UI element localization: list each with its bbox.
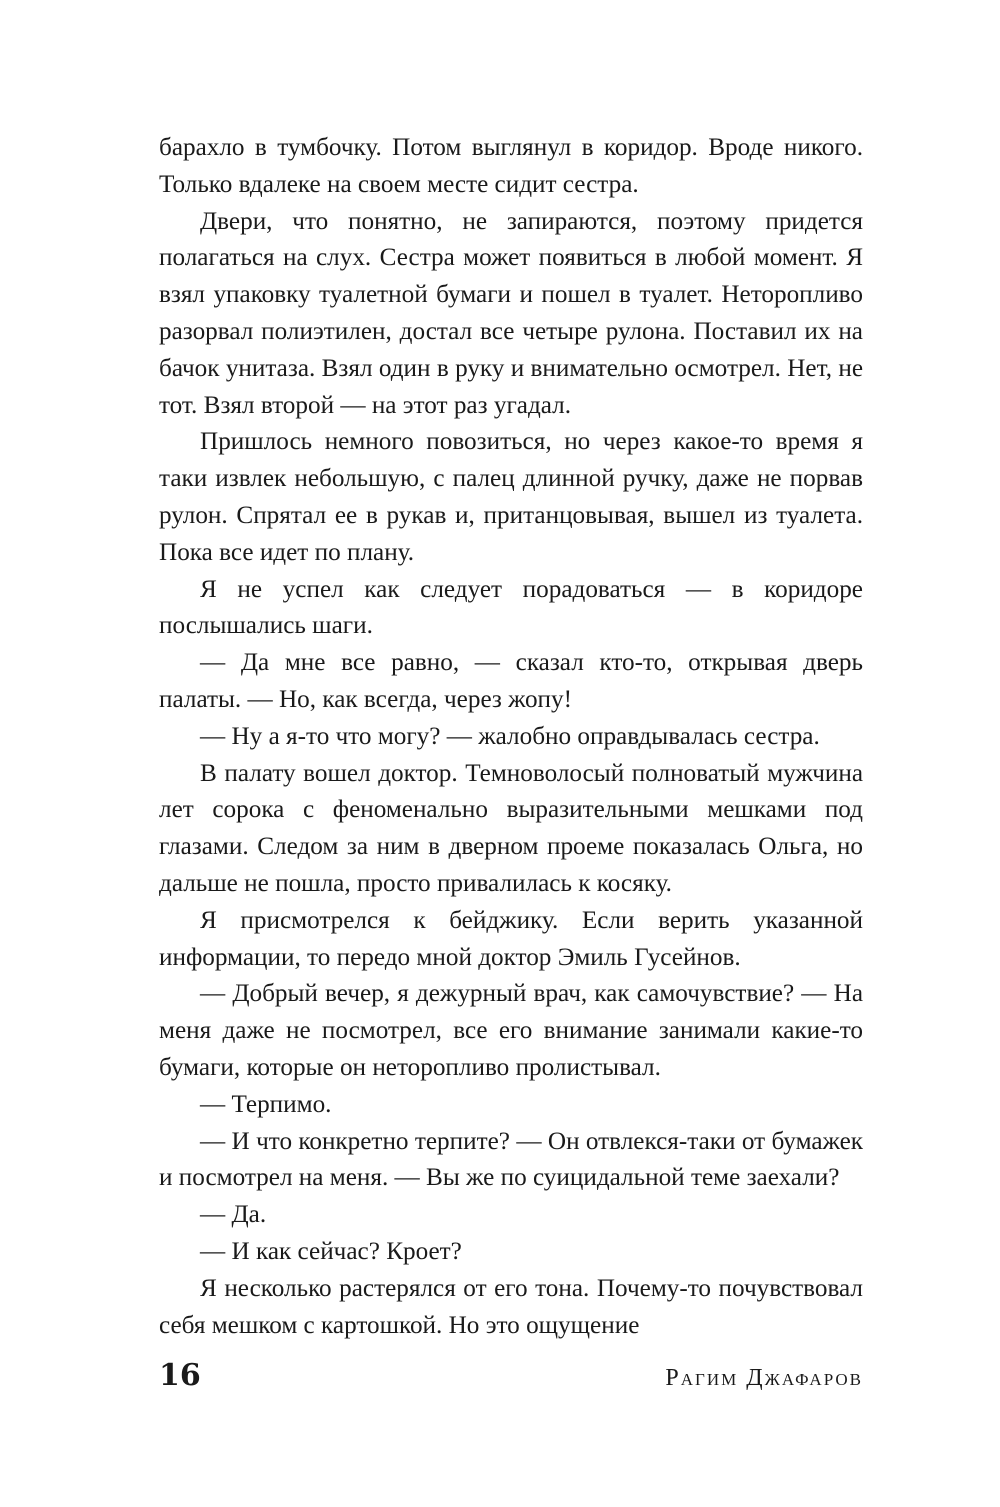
paragraph-12: — Да.	[200, 1201, 267, 1229]
paragraph-9: — Добрый вечер, я дежурный врач, как самочувствие? — На меня даже не посмотрел, все его внимание занимали какие-то бумаги, которые он неторопливо пролистывал.	[159, 980, 863, 1081]
paragraph-14: Я несколько растерялся от его тона. Почему-то почувствовал себя мешком с картошкой. Но это ощущение	[159, 1274, 863, 1339]
paragraph-2: Двери, что понятно, не запираются, поэтому придется полагаться на слух. Сестра может появиться в любой момент. Я взял упаковку туалетной бумаги и пошел в туалет. Неторопливо разорвал полиэтилен, достал все четыре рулона. Поставил их на бачок унитаза. Взял один в руку и внимательно осмотрел. Нет, не тот. Взял второй — на этот раз угадал.	[159, 207, 863, 419]
paragraph-8: Я присмотрелся к бейджику. Если верить указанной информации, то передо мной доктор Эмиль Гусейнов.	[159, 906, 863, 971]
page-number: 16	[159, 1358, 201, 1393]
paragraph-1: барахло в тумбочку. Потом выглянул в коридор. Вроде никого. Только вдалеке на своем месте сидит сестра.	[159, 134, 863, 198]
paragraph-3: Пришлось немного повозиться, но через какое-то время я таки извлек небольшую, с палец длинной ручку, даже не порвав рулон. Спрятал ее в рукав и, пританцовывая, вышел из туалета. Пока все идет по плану.	[159, 428, 863, 566]
paragraph-5: — Да мне все равно, — сказал кто-то, открывая дверь палаты. — Но, как всегда, через жопу!	[159, 649, 863, 713]
paragraph-13: — И как сейчас? Кроет?	[200, 1237, 462, 1265]
paragraph-6: — Ну а я-то что могу? — жалобно оправдывалась сестра.	[200, 722, 820, 750]
page-footer	[159, 1354, 863, 1398]
paragraph-7: В палату вошел доктор. Темноволосый полноватый мужчина лет сорока с феноменально выразительными мешками под глазами. Следом за ним в дверном проеме показалась Ольга, но дальше не пошла, просто привалилась к косяку.	[159, 759, 863, 897]
paragraph-10: — Терпимо.	[200, 1090, 332, 1118]
paragraph-4: Я не успел как следует порадоваться — в коридоре послышались шаги.	[159, 575, 863, 640]
paragraph-11: — И что конкретно терпите? — Он отвлекся-таки от бумажек и посмотрел на меня. — Вы же по суицидальной теме заехали?	[159, 1127, 863, 1192]
page-body	[159, 130, 863, 1344]
running-head-author: Рагим Джафаров	[665, 1365, 863, 1391]
